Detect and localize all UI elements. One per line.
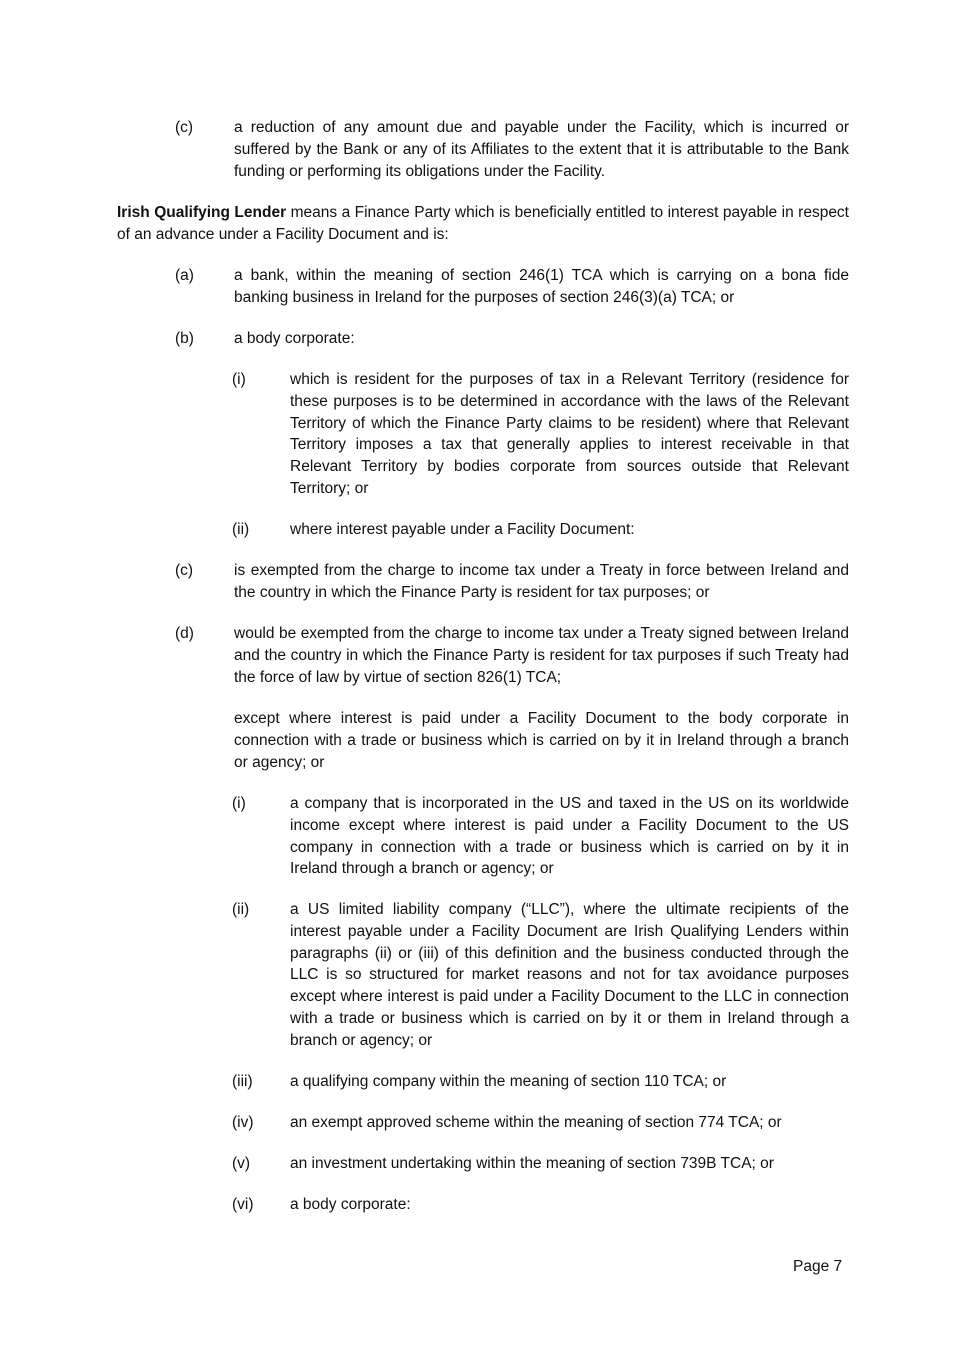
- subclause-label: (vi): [232, 1196, 254, 1213]
- subclause-text: which is resident for the purposes of tax in a Relevant Territory (residence for these purposes is to be determined in accordance with the laws of the Relevant Territory of which the Finance Party claims to be resident) where that Relevant Territory imposes a tax that generally applies to interest receivable in that Relevant Territory by bodies corporate from sources outside that Relevant Territory; or: [290, 371, 849, 497]
- subclause-label: (ii): [232, 901, 250, 918]
- subclause-text: an exempt approved scheme within the meaning of section 774 TCA; or: [290, 1114, 782, 1131]
- clause-label: (c): [175, 562, 194, 579]
- subclause-label: (ii): [232, 521, 250, 538]
- clause-text: a reduction of any amount due and payable under the Facility, which is incurred or suffered by the Bank or any of its Affiliates to the extent that it is attributable to the Bank funding or performing its obligations under the Facility.: [234, 119, 849, 180]
- subclause-label: (i): [232, 795, 246, 812]
- clause-text: a body corporate:: [234, 330, 355, 347]
- clause-label: (a): [175, 267, 194, 284]
- subclause-text: a company that is incorporated in the US and taxed in the US on its worldwide income except where interest is paid under a Facility Document to the US company in connection with a trade or business which is carried on by it in Ireland through a branch or agency; or: [290, 795, 849, 878]
- clause-text: would be exempted from the charge to income tax under a Treaty signed between Ireland and the country in which the Finance Party is resident for tax purposes if such Treaty had the force of law by virtue of section 826(1) TCA;: [234, 625, 849, 686]
- subclause-label: (i): [232, 371, 246, 388]
- page-number: Page 7: [793, 1258, 843, 1275]
- clause-text: is exempted from the charge to income tax under a Treaty in force between Ireland and the country in which the Finance Party is resident for tax purposes; or: [234, 562, 849, 601]
- subclause-label: (v): [232, 1155, 251, 1172]
- subclause-text: an investment undertaking within the meaning of section 739B TCA; or: [290, 1155, 774, 1172]
- subclause-label: (iii): [232, 1073, 253, 1090]
- except-paragraph: except where interest is paid under a Facility Document to the body corporate in connection with a trade or business which is carried on by it in Ireland through a branch or agency; or: [234, 710, 849, 771]
- subclause-text: where interest payable under a Facility Document:: [290, 521, 635, 538]
- clause-label: (b): [175, 330, 194, 347]
- clause-label: (d): [175, 625, 194, 642]
- subclause-text: a qualifying company within the meaning of section 110 TCA; or: [290, 1073, 727, 1090]
- clause-text: a bank, within the meaning of section 246(1) TCA which is carrying on a bona fide banking business in Ireland for the purposes of section 246(3)(a) TCA; or: [234, 267, 849, 306]
- definition-text: means a Finance Party which is beneficially entitled to interest payable in respect of an advance under a Facility Document and is:: [117, 204, 849, 243]
- subclause-label: (iv): [232, 1114, 254, 1131]
- subclause-text: a body corporate:: [290, 1196, 411, 1213]
- subclause-text: a US limited liability company (“LLC”), where the ultimate recipients of the interest payable under a Facility Document are Irish Qualifying Lenders within paragraphs (ii) or (iii) of this definition and the business conducted through the LLC is so structured for market reasons and not for tax avoidance purposes except where interest is paid under a Facility Document to the LLC in connection with a trade or business which is carried on by it or them in Ireland through a branch or agency; or: [290, 901, 849, 1049]
- defined-term: Irish Qualifying Lender: [117, 204, 287, 221]
- definition-paragraph: [117, 202, 849, 246]
- clause-label: (c): [175, 119, 194, 136]
